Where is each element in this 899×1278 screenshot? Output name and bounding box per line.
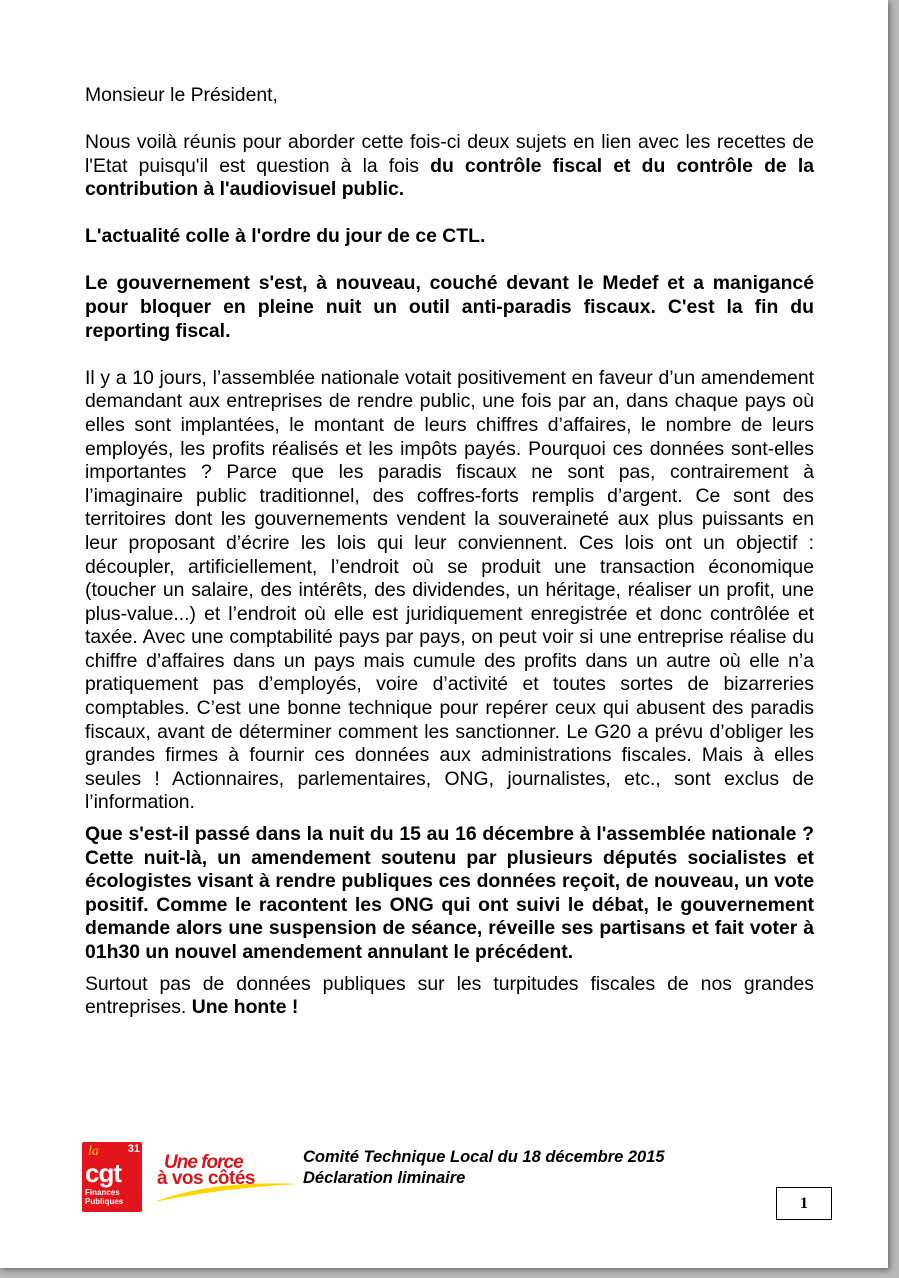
paragraph-gouvernement	[85, 272, 814, 343]
conclusion-text: Surtout pas de données publiques sur les turpitudes fiscales de nos grandes entreprises.	[85, 972, 814, 1019]
cgt-logo-number: 31	[127, 1143, 140, 1155]
gouvernement-text: Le gouvernement s'est, à nouveau, couché devant le Medef et a manigancé pour bloquer en pleine nuit un outil anti-paradis fiscaux. C'est la fin du reporting fiscal.	[85, 272, 814, 342]
intro-bold-text: du contrôle fiscal et du contrôle de la contribution à l'audiovisuel public.	[85, 154, 815, 201]
slogan-line1: Une force	[164, 1152, 243, 1173]
slogan-line2: à vos côtés	[157, 1168, 255, 1189]
intro-text: Nous voilà réunis pour aborder cette fois-ci deux sujets en lien avec les recettes de l'Etat puisqu'il est question à la fois	[85, 131, 814, 177]
nuit-text: Que s'est-il passé dans la nuit du 15 au 16 décembre à l'assemblée nationale ? Cette nuit-là, un amendement soutenu par plusieurs députés socialistes et écologistes visant à rendre publiques ces données reçoit, de nouveau, un vote positif. Comme le racontent les ONG qui ont suivi le débat, le gouvernement demande alors une suspension de séance, réveille ses partisans et fait voter à 01h30 un nouvel amendement annulant le précédent.	[85, 823, 814, 963]
slogan-logo	[152, 1152, 302, 1212]
paragraph-intro	[85, 131, 814, 202]
cgt-logo-la: la	[88, 1144, 99, 1159]
conclusion-bold-text: Une honte !	[191, 996, 299, 1019]
footer-title-line1: Comité Technique Local du 18 décembre 2015	[303, 1148, 665, 1166]
cgt-logo-subtitle	[85, 1188, 123, 1206]
footer-title-line2: Déclaration liminaire	[303, 1169, 466, 1187]
salutation: Monsieur le Président,	[85, 84, 278, 106]
footer-title	[303, 1147, 665, 1189]
actualite-text: L'actualité colle à l'ordre du jour de ce CTL.	[85, 225, 486, 248]
paragraph-reporting: Il y a 10 jours, l’assemblée nationale votait positivement en faveur d’un amendement demandant aux entreprises de rendre public, une fois par an, dans chaque pays où elles sont implantées, le montant de leurs chiffres d’affaires, le nombre de leurs employés, les profits réalisés et les impôts payés. Pourquoi ces données sont-elles importantes ? Parce que les paradis fiscaux ne sont pas, contrairement à l’imaginaire public traditionnel, des coffres-forts remplis d’argent. Ce sont des territoires dont les gouvernements vendent la souveraineté aux plus puissants en leur proposant d’écrire les lois qui leur conviennent. Ces lois ont un objectif : découpler, artificiellement, l’endroit où se produit une transaction économique (toucher un salaire, des intérêts, des dividendes, un héritage, réaliser un profit, une plus-value...) et l’endroit où elle est juridiquement enregistrée et donc contrôlée et taxée. Avec une comptabilité pays par pays, on peut voir si une entreprise réalise du chiffre d’affaires dans un pays mais cumule des profits dans un autre où elle n’a pratiquement pas d’employés, voire d’activité et toutes sortes de bizarreries comptables. C’est une bonne technique pour repérer ceux qui abusent des paradis fiscaux, avant de déterminer comment les sanctionner. Le G20 a prévu d’obliger les grandes firmes à fournir ces données aux administrations fiscales. Mais à elles seules ! Actionnaires, parlementaires, ONG, journalistes, etc., sont exclus de l’information.	[85, 366, 814, 814]
cgt-logo	[82, 1142, 144, 1212]
cgt-logo-subtitle-line2: Publiques	[85, 1197, 124, 1206]
document-body	[85, 84, 814, 1020]
paragraph-actualite	[85, 225, 814, 249]
cgt-logo-subtitle-line1: Finances	[85, 1188, 120, 1197]
paragraph-nuit	[85, 823, 814, 965]
paragraph-conclusion	[85, 973, 814, 1020]
cgt-logo-text: cgt	[85, 1158, 121, 1188]
page-number: 1	[776, 1187, 832, 1220]
